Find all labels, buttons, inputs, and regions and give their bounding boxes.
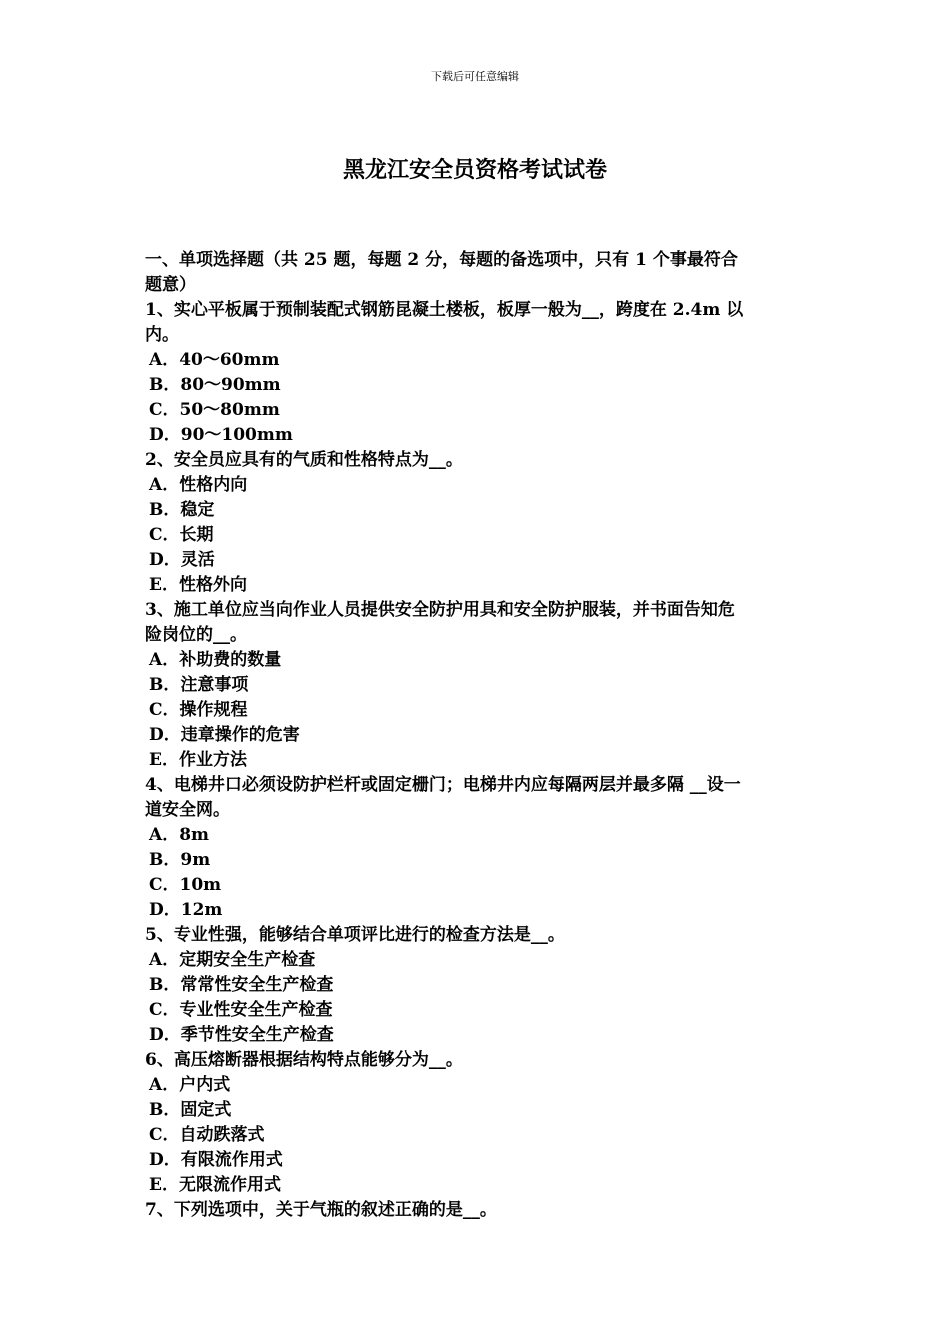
- question-text: 5、专业性强，能够结合单项评比进行的检查方法是__。: [145, 925, 565, 945]
- question-text: 7、下列选项中，关于气瓶的叙述正确的是__。: [145, 1200, 497, 1220]
- option-b: B．稳定: [149, 500, 215, 520]
- question-2: [145, 448, 810, 598]
- option-c: C．长期: [149, 525, 214, 545]
- option-a: A．性格内向: [149, 475, 248, 495]
- option-a: A．补助费的数量: [149, 650, 282, 670]
- option-e: E．性格外向: [149, 575, 247, 595]
- question-text: 2、安全员应具有的气质和性格特点为__。: [145, 450, 463, 470]
- question-1: [145, 298, 810, 448]
- option-d: D．季节性安全生产检查: [149, 1025, 334, 1045]
- question-text: 3、施工单位应当向作业人员提供安全防护用具和安全防护服装，并书面告知危: [145, 600, 735, 620]
- question-6: [145, 1048, 810, 1198]
- header-note: 下载后可任意编辑: [431, 70, 519, 83]
- question-text: 6、高压熔断器根据结构特点能够分为__。: [145, 1050, 463, 1070]
- option-b: B．注意事项: [149, 675, 249, 695]
- option-d: D．违章操作的危害: [149, 725, 300, 745]
- option-a: A．8m: [149, 825, 210, 845]
- option-c: C．10m: [149, 875, 222, 895]
- option-b: B．固定式: [149, 1100, 232, 1120]
- question-4: [145, 773, 810, 923]
- option-e: E．无限流作用式: [149, 1175, 281, 1195]
- section-heading-line-1: 一、单项选择题（共 25 题，每题 2 分，每题的备选项中，只有 1 个事最符合: [145, 250, 738, 270]
- question-3: [145, 598, 810, 773]
- question-text: 道安全网。: [145, 800, 230, 820]
- option-c: C．操作规程: [149, 700, 248, 720]
- question-5: [145, 923, 810, 1048]
- option-b: B．常常性安全生产检查: [149, 975, 334, 995]
- option-c: C．自动跌落式: [149, 1125, 265, 1145]
- question-text: 4、电梯井口必须设防护栏杆或固定栅门；电梯井内应每隔两层并最多隔 __设一: [145, 775, 741, 795]
- option-d: D．12m: [149, 900, 223, 920]
- option-d: D．90～100mm: [149, 425, 293, 445]
- section-heading-line-2: 题意）: [145, 275, 196, 295]
- exam-content: [145, 248, 810, 1223]
- question-text: 内。: [145, 325, 179, 345]
- option-a: A．定期安全生产检查: [149, 950, 316, 970]
- option-d: D．灵活: [149, 550, 215, 570]
- question-text: 险岗位的__。: [145, 625, 247, 645]
- option-e: E．作业方法: [149, 750, 247, 770]
- option-d: D．有限流作用式: [149, 1150, 283, 1170]
- document-title: 黑龙江安全员资格考试试卷: [342, 158, 607, 183]
- question-7: [145, 1198, 810, 1223]
- option-a: A．40～60mm: [149, 350, 280, 370]
- option-b: B．9m: [149, 850, 211, 870]
- option-c: C．专业性安全生产检查: [149, 1000, 333, 1020]
- question-text: 1、实心平板属于预制装配式钢筋昆凝土楼板，板厚一般为__，跨度在 2.4m 以: [145, 300, 744, 320]
- option-c: C．50～80mm: [149, 400, 280, 420]
- option-a: A．户内式: [149, 1075, 231, 1095]
- option-b: B．80～90mm: [149, 375, 281, 395]
